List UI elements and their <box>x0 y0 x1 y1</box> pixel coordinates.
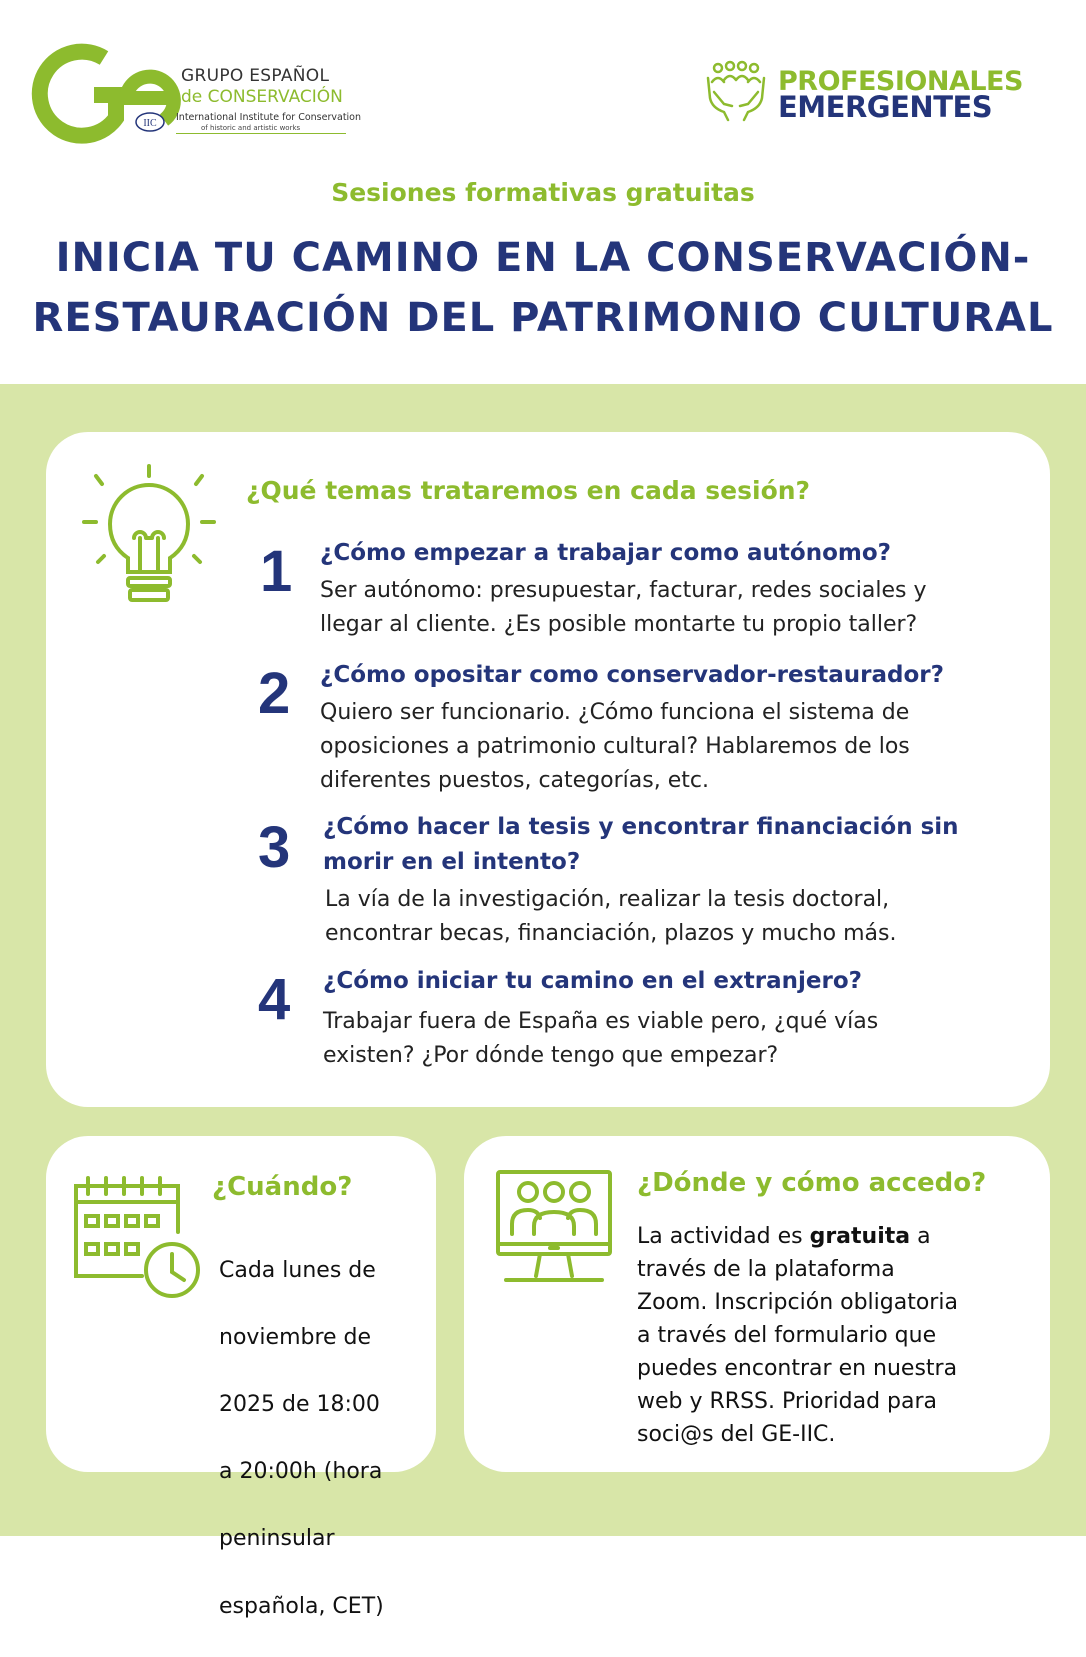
ge-logo-mark-icon <box>46 40 176 145</box>
topic-description-line: existen? ¿Por dónde tengo que empezar? <box>323 1043 779 1068</box>
ge-logo-line2: de CONSERVACIÓN <box>181 87 343 107</box>
header <box>0 0 1086 384</box>
ge-logo-line3: International Institute for Conservation <box>176 112 362 123</box>
topic-description <box>325 883 896 951</box>
topic-description-line: Trabajar fuera de España es viable pero, ¿qué vías <box>323 1009 879 1034</box>
people-in-hands-icon <box>704 58 770 124</box>
topic-number: 1 <box>260 539 293 604</box>
where-text-bold: gratuita <box>809 1224 911 1249</box>
where-line: web y RRSS. Prioridad para <box>637 1389 938 1414</box>
where-text-normal: La actividad es <box>637 1224 810 1249</box>
when-description <box>219 1220 429 1657</box>
where-line <box>637 1220 1037 1253</box>
when-line: española, CET) <box>219 1593 384 1619</box>
topic-description <box>320 696 910 798</box>
topic-question-line: ¿Cómo opositar como conservador-restaurador? <box>320 662 944 688</box>
topic-description-line: La vía de la investigación, realizar la tesis doctoral, <box>325 887 890 912</box>
ge-iic-logo <box>46 40 366 150</box>
topic-description-line: diferentes puestos, categorías, etc. <box>320 768 709 793</box>
topic-description-line: encontrar becas, financiación, plazos y mucho más. <box>325 921 897 946</box>
video-conference-icon <box>494 1168 614 1290</box>
topic-question <box>323 964 862 999</box>
topic-question-line: ¿Cómo iniciar tu camino en el extranjero? <box>323 968 862 994</box>
topic-description-line: oposiciones a patrimonio cultural? Hablaremos de los <box>320 734 910 759</box>
topic-question-line: ¿Cómo empezar a trabajar como autónomo? <box>320 540 891 566</box>
where-line: puedes encontrar en nuestra <box>637 1356 958 1381</box>
page-title-line1: INICIA TU CAMINO EN LA CONSERVACIÓN- <box>55 235 1031 281</box>
where-heading: ¿Dónde y cómo accedo? <box>637 1168 987 1198</box>
where-line: través de la plataforma <box>637 1257 895 1282</box>
topic-question-line: ¿Cómo hacer la tesis y encontrar financiación sin <box>323 814 959 840</box>
when-line: peninsular <box>219 1526 335 1552</box>
calendar-clock-icon <box>72 1176 204 1302</box>
topics-heading: ¿Qué temas trataremos en cada sesión? <box>246 476 811 505</box>
topic-description-line: Quiero ser funcionario. ¿Cómo funciona el sistema de <box>320 700 910 725</box>
topic-question-line: morir en el intento? <box>323 849 581 875</box>
topic-description <box>323 1005 878 1073</box>
iic-badge: IIC <box>143 118 157 129</box>
pe-logo-line2: EMERGENTES <box>778 90 993 124</box>
topic-question <box>320 658 944 693</box>
topic-number: 4 <box>258 967 291 1032</box>
topic-number: 2 <box>258 661 291 726</box>
where-line: Zoom. Inscripción obligatoria <box>637 1290 958 1315</box>
topic-number: 3 <box>258 815 291 880</box>
subtitle: Sesiones formativas gratuitas <box>331 178 755 207</box>
ge-logo-divider <box>176 133 346 134</box>
when-line: Cada lunes de <box>219 1257 376 1283</box>
page-title-line2: RESTAURACIÓN DEL PATRIMONIO CULTURAL <box>32 295 1054 341</box>
when-line: noviembre de <box>219 1324 372 1350</box>
topic-question <box>320 536 891 571</box>
where-line: a través del formulario que <box>637 1323 937 1348</box>
when-heading: ¿Cuándo? <box>212 1172 353 1202</box>
ge-logo-line1: GRUPO ESPAÑOL <box>181 66 330 86</box>
when-line: 2025 de 18:00 <box>219 1391 380 1417</box>
ge-logo-line4: of historic and artistic works <box>201 124 301 132</box>
pe-logo-line1: PROFESIONALES <box>778 66 1023 97</box>
topic-description <box>320 574 927 642</box>
topic-description-line: Ser autónomo: presupuestar, facturar, redes sociales y <box>320 578 927 603</box>
topic-description-line: llegar al cliente. ¿Es posible montarte tu propio taller? <box>320 612 918 637</box>
profesionales-emergentes-logo <box>704 58 1024 128</box>
where-text-normal: a <box>910 1224 931 1249</box>
when-line: a 20:00h (hora <box>219 1459 383 1485</box>
where-description <box>637 1220 1037 1451</box>
page-title <box>0 228 1086 348</box>
lightbulb-icon <box>78 462 220 612</box>
topic-question <box>323 810 959 880</box>
where-line: soci@s del GE-IIC. <box>637 1422 836 1447</box>
